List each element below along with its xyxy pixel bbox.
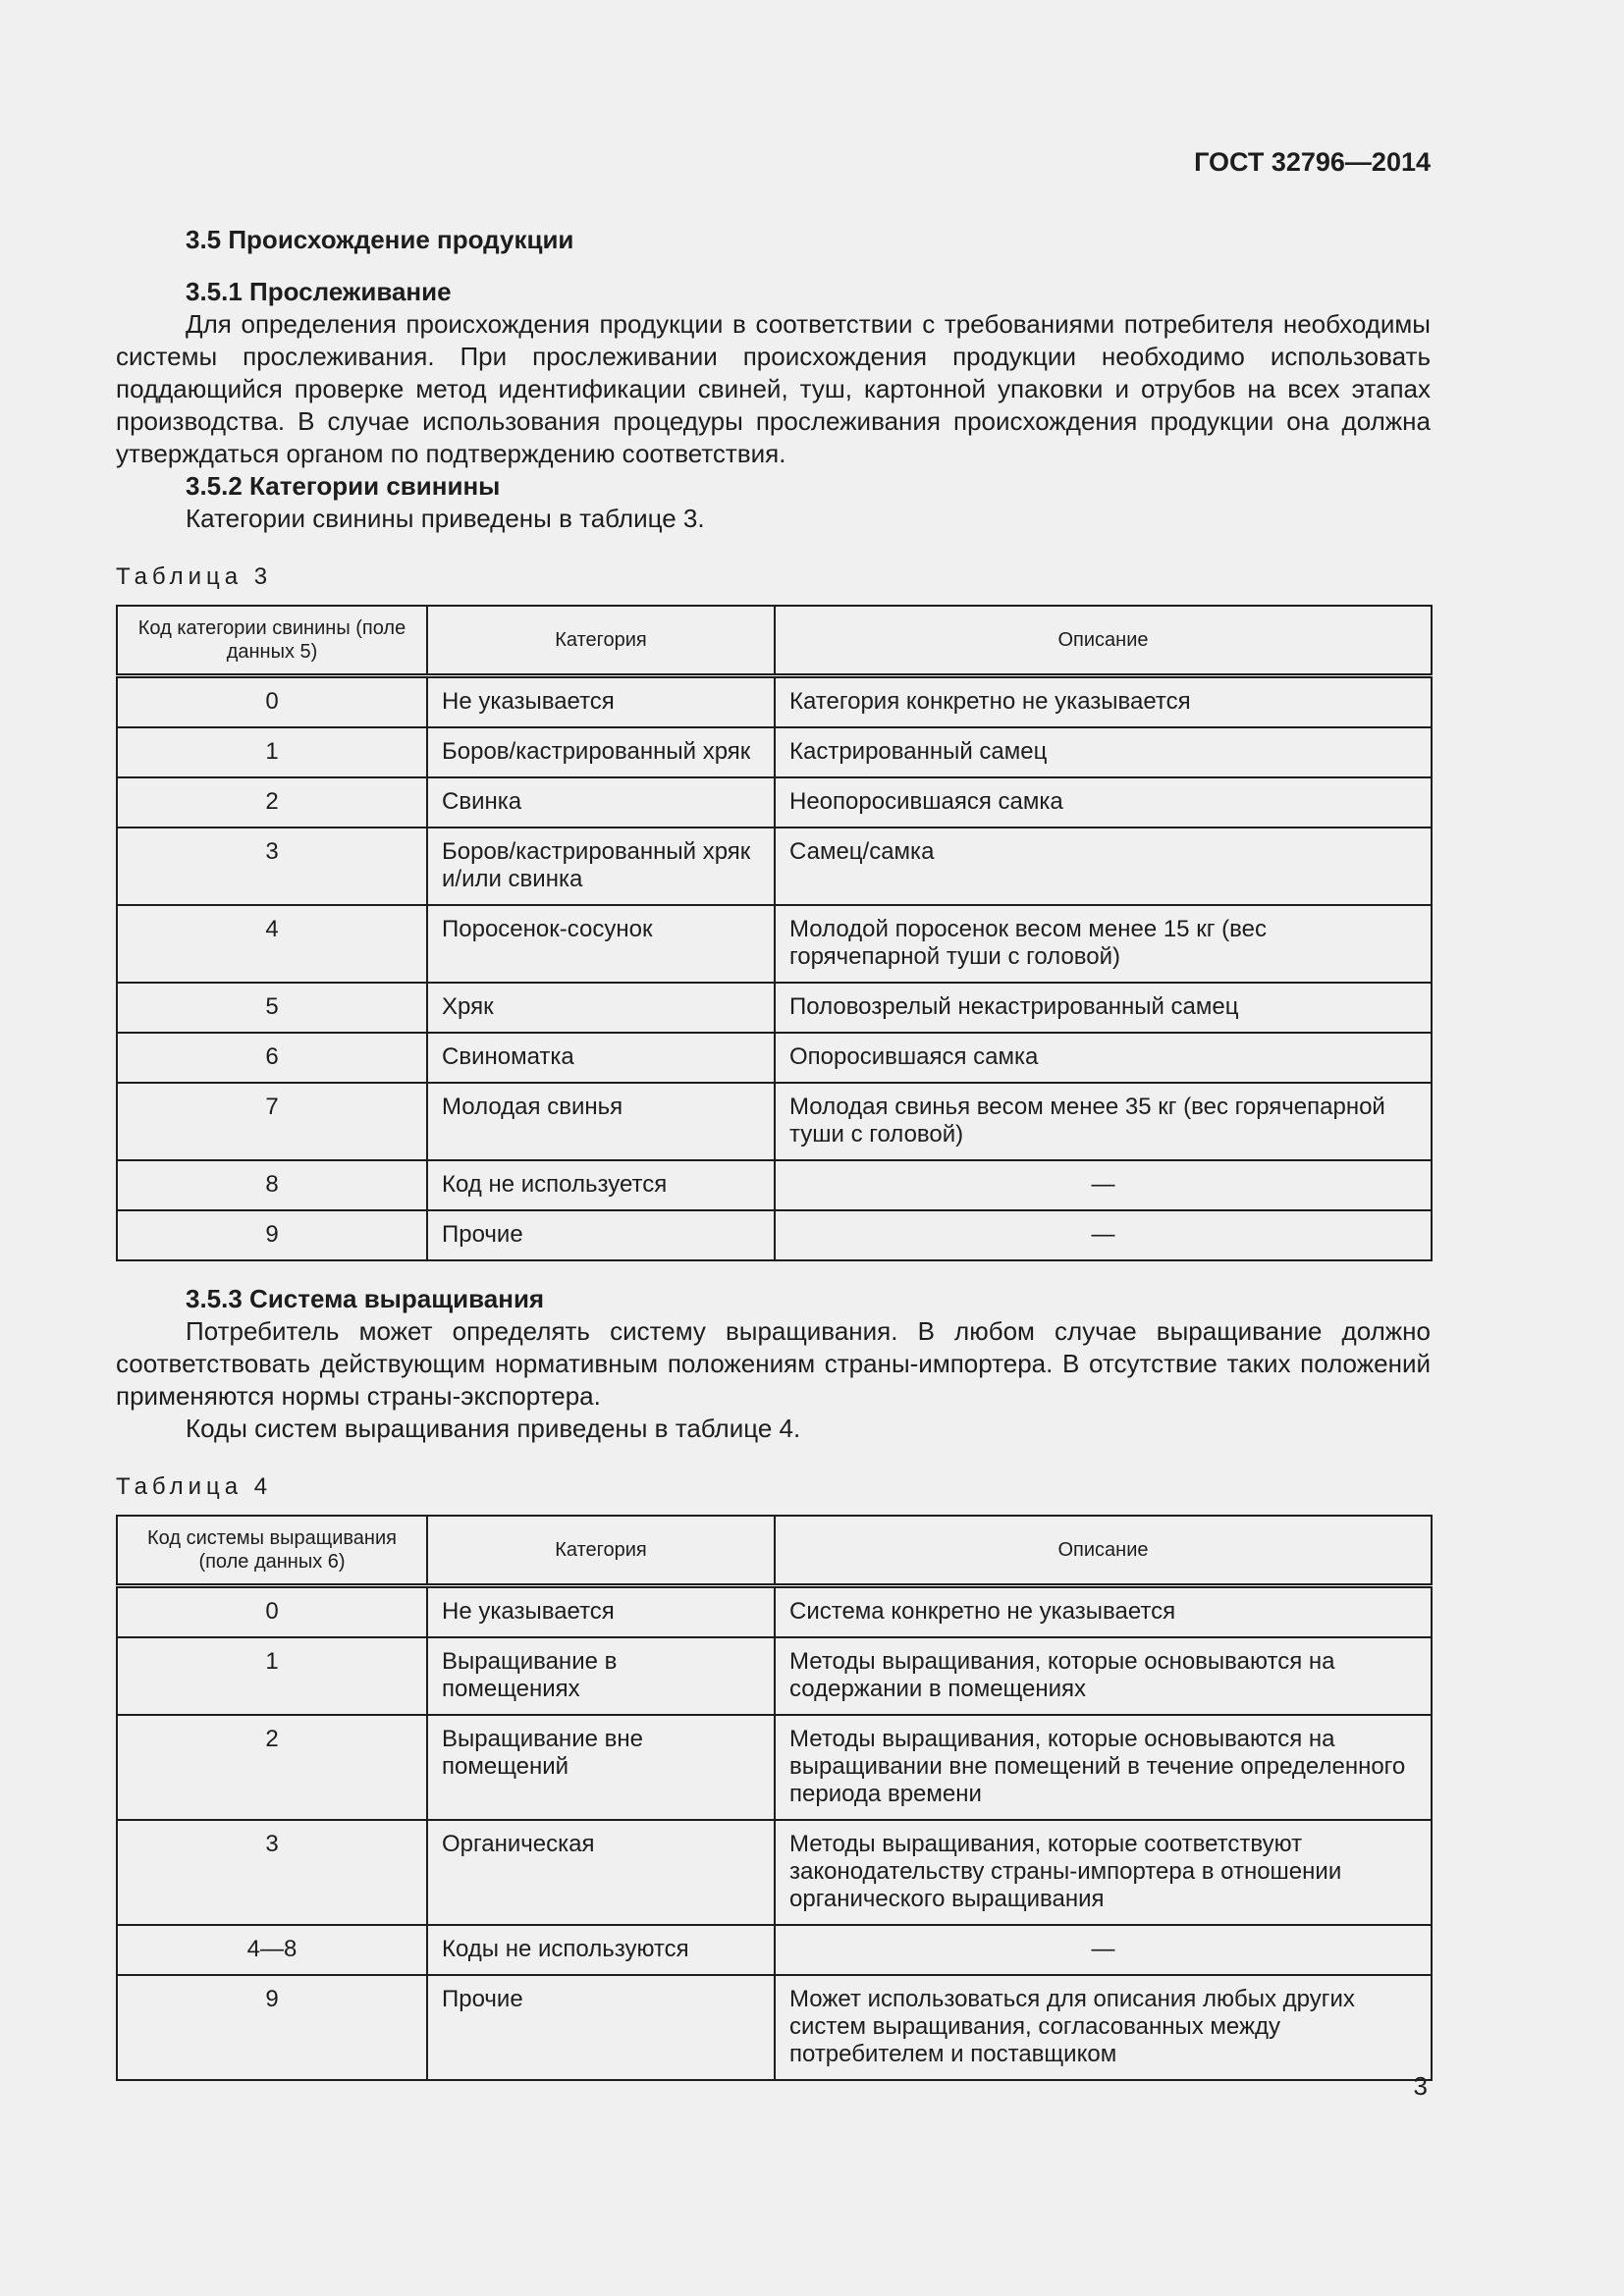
code-cell: 4 <box>117 905 427 983</box>
table-row <box>117 1637 1432 1715</box>
table-3 <box>116 605 1433 1261</box>
paragraph-rearing-system: Потребитель может определять систему выращивания. В любом случае выращивание должно соответствовать действующим нормативным положениям страны-импортера. В отсутствие таких положений применяются нормы страны-экспортера. <box>116 1316 1431 1411</box>
table-row <box>117 828 1432 905</box>
table-row <box>117 1975 1432 2080</box>
description-cell: Методы выращивания, которые основываются на выращивании вне помещений в течение определенного периода времени <box>775 1715 1432 1820</box>
code-cell: 8 <box>117 1160 427 1210</box>
table-3-label: Таблица 3 <box>116 563 273 590</box>
table-row <box>117 1033 1432 1083</box>
table-4-label: Таблица 4 <box>116 1473 273 1500</box>
table-row <box>117 676 1432 728</box>
page-content <box>116 224 1431 2081</box>
code-cell: 4—8 <box>117 1925 427 1975</box>
code-cell: 9 <box>117 1975 427 2080</box>
description-cell: — <box>775 1160 1432 1210</box>
category-cell: Поросенок-сосунок <box>427 905 775 983</box>
table-row <box>117 1715 1432 1820</box>
code-cell: 5 <box>117 983 427 1033</box>
table-row <box>117 1210 1432 1260</box>
table-row <box>117 1586 1432 1638</box>
section-heading-3-5-1: 3.5.1 Прослеживание <box>186 277 452 306</box>
description-cell: Молодая свинья весом менее 35 кг (вес горячепарной туши с головой) <box>775 1083 1432 1160</box>
description-cell: — <box>775 1210 1432 1260</box>
table-row <box>117 1925 1432 1975</box>
table-row <box>117 1820 1432 1925</box>
table-row <box>117 1160 1432 1210</box>
category-cell: Боров/кастрированный хряк и/или свинка <box>427 828 775 905</box>
code-cell: 7 <box>117 1083 427 1160</box>
category-cell: Код не используется <box>427 1160 775 1210</box>
table-header-cell: Описание <box>775 1516 1432 1586</box>
table-row <box>117 777 1432 828</box>
description-cell: Кастрированный самец <box>775 727 1432 777</box>
description-cell: Методы выращивания, которые соответствуют законодательству страны-импортера в отношении органического выращивания <box>775 1820 1432 1925</box>
description-cell: Самец/самка <box>775 828 1432 905</box>
table-header-row <box>117 606 1432 676</box>
code-cell: 0 <box>117 1586 427 1638</box>
code-cell: 0 <box>117 676 427 728</box>
section-heading-3-5-2: 3.5.2 Категории свинины <box>186 471 501 501</box>
table-header-cell: Категория <box>427 1516 775 1586</box>
table-header-cell: Описание <box>775 606 1432 676</box>
page-number: 3 <box>1413 2071 1428 2101</box>
table-4 <box>116 1515 1433 2081</box>
table-row <box>117 727 1432 777</box>
category-cell: Свиноматка <box>427 1033 775 1083</box>
code-cell: 9 <box>117 1210 427 1260</box>
paragraph-traceability: Для определения происхождения продукции в соответствии с требованиями потребителя необходимы системы прослеживания. При прослеживании происхождения продукции необходимо использовать поддающийся проверке метод идентификации свиней, туш, картонной упаковки и отрубов на всех этапах производства. В случае использования процедуры прослеживания происхождения продукции она должна утверждаться органом по подтверждению соответствия. <box>116 309 1431 468</box>
category-cell: Не указывается <box>427 676 775 728</box>
standard-number: ГОСТ 32796—2014 <box>1194 147 1431 177</box>
description-cell: — <box>775 1925 1432 1975</box>
category-cell: Органическая <box>427 1820 775 1925</box>
description-cell: Система конкретно не указывается <box>775 1586 1432 1638</box>
category-cell: Коды не используются <box>427 1925 775 1975</box>
code-cell: 1 <box>117 727 427 777</box>
category-cell: Выращивание в помещениях <box>427 1637 775 1715</box>
code-cell: 2 <box>117 1715 427 1820</box>
table-row <box>117 983 1432 1033</box>
table-header-cell: Категория <box>427 606 775 676</box>
description-cell: Опоросившаяся самка <box>775 1033 1432 1083</box>
code-cell: 2 <box>117 777 427 828</box>
description-cell: Половозрелый некастрированный самец <box>775 983 1432 1033</box>
description-cell: Неопоросившаяся самка <box>775 777 1432 828</box>
code-cell: 3 <box>117 828 427 905</box>
paragraph-rearing-codes: Коды систем выращивания приведены в таблице 4. <box>186 1414 801 1443</box>
description-cell: Может использоваться для описания любых других систем выращивания, согласованных между потребителем и поставщиком <box>775 1975 1432 2080</box>
table-header-cell: Код категории свинины (поле данных 5) <box>117 606 427 676</box>
code-cell: 6 <box>117 1033 427 1083</box>
section-heading-3-5-3: 3.5.3 Система выращивания <box>186 1284 545 1313</box>
category-cell: Прочие <box>427 1975 775 2080</box>
table-row <box>117 1083 1432 1160</box>
section-heading-3-5: 3.5 Происхождение продукции <box>186 225 574 254</box>
description-cell: Методы выращивания, которые основываются на содержании в помещениях <box>775 1637 1432 1715</box>
table-row <box>117 905 1432 983</box>
table-header-cell: Код системы выращивания (поле данных 6) <box>117 1516 427 1586</box>
code-cell: 1 <box>117 1637 427 1715</box>
category-cell: Свинка <box>427 777 775 828</box>
category-cell: Молодая свинья <box>427 1083 775 1160</box>
category-cell: Хряк <box>427 983 775 1033</box>
category-cell: Прочие <box>427 1210 775 1260</box>
paragraph-pork-categories: Категории свинины приведены в таблице 3. <box>186 504 705 533</box>
category-cell: Боров/кастрированный хряк <box>427 727 775 777</box>
description-cell: Молодой поросенок весом менее 15 кг (вес горячепарной туши с головой) <box>775 905 1432 983</box>
description-cell: Категория конкретно не указывается <box>775 676 1432 728</box>
table-header-row <box>117 1516 1432 1586</box>
category-cell: Не указывается <box>427 1586 775 1638</box>
code-cell: 3 <box>117 1820 427 1925</box>
category-cell: Выращивание вне помещений <box>427 1715 775 1820</box>
